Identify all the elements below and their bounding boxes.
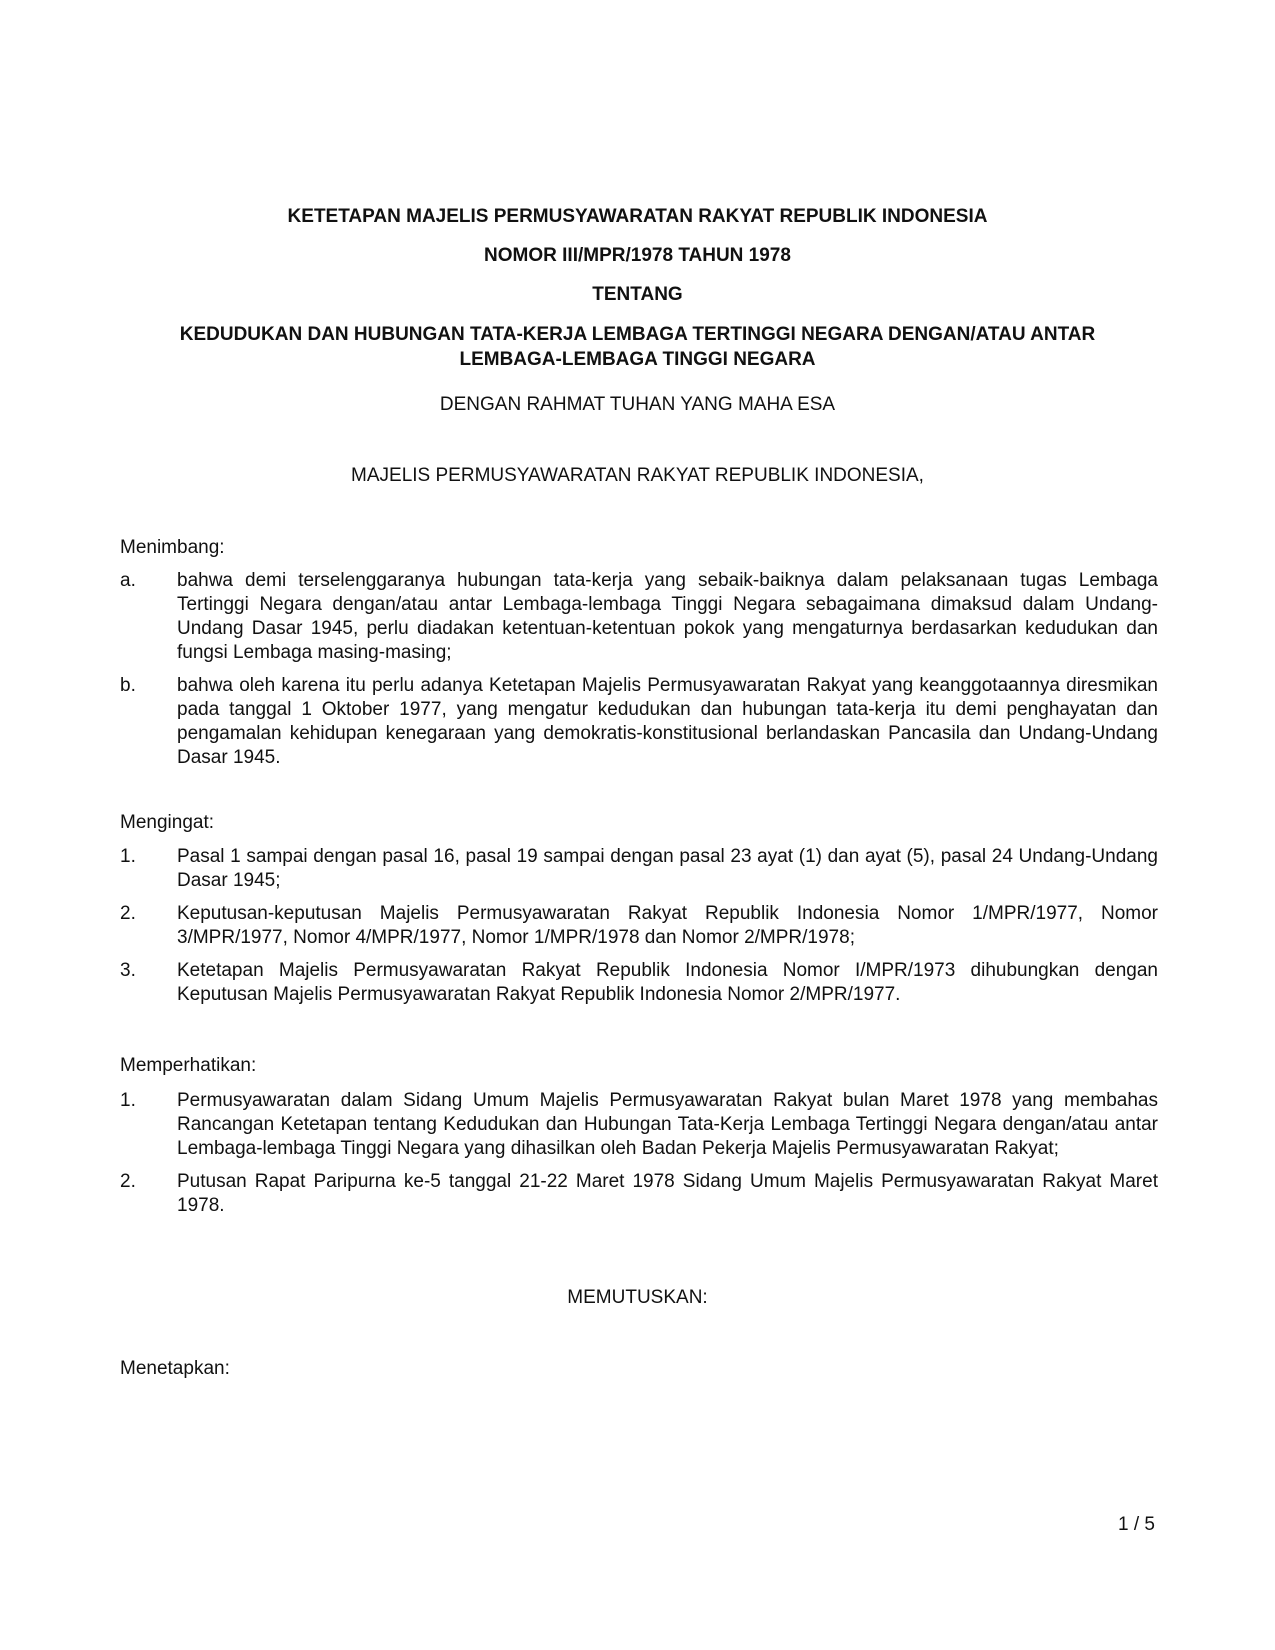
page-number: 1 / 5: [1118, 1514, 1155, 1535]
list-item-text: Putusan Rapat Paripurna ke-5 tanggal 21-22 Maret 1978 Sidang Umum Majelis Permusyawaratan Rakyat Maret 1978.: [177, 1171, 1158, 1216]
list-item-text: Ketetapan Majelis Permusyawaratan Rakyat Republik Indonesia Nomor I/MPR/1973 dihubungkan dengan Keputusan Majelis Permusyawaratan Rakyat Republik Indonesia Nomor 2/MPR/1977.: [177, 960, 1158, 1005]
list-marker: 1.: [120, 1090, 136, 1111]
mengingat-item-1: [120, 845, 1158, 893]
list-marker: b.: [120, 675, 136, 696]
memperhatikan-list: [120, 1089, 1158, 1227]
list-marker: a.: [120, 570, 136, 591]
memutuskan-heading: MEMUTUSKAN:: [567, 1287, 708, 1308]
list-item-text: Permusyawaratan dalam Sidang Umum Majelis Permusyawaratan Rakyat bulan Maret 1978 yang membahas Rancangan Ketetapan tentang Kedudukan dan Hubungan Tata-Kerja Lembaga Tertinggi Negara dengan/atau antar Lembaga-lembaga Tinggi Negara yang dihasilkan oleh Badan Pekerja Majelis Permusyawaratan Rakyat;: [177, 1090, 1158, 1159]
title-subject-line-1: KEDUDUKAN DAN HUBUNGAN TATA-KERJA LEMBAGA TERTINGGI NEGARA DENGAN/ATAU ANTAR: [179, 324, 1096, 345]
list-marker: 3.: [120, 960, 136, 981]
issuer-line: MAJELIS PERMUSYAWARATAN RAKYAT REPUBLIK INDONESIA,: [351, 465, 924, 486]
menimbang-list: [120, 569, 1158, 779]
mengingat-item-2: [120, 902, 1158, 950]
list-marker: 2.: [120, 1171, 136, 1192]
title-subject-line-2: LEMBAGA-LEMBAGA TINGGI NEGARA: [459, 349, 816, 370]
document-title: [120, 205, 1155, 372]
list-item-text: bahwa demi terselenggaranya hubungan tata-kerja yang sebaik-baiknya dalam pelaksanaan tugas Lembaga Tertinggi Negara dengan/atau antar Lembaga-lembaga Tinggi Negara sebagaimana dimaksud dalam Undang-Undang Dasar 1945, perlu diadakan ketentuan-ketentuan pokok yang mengaturnya berdasarkan kedudukan dan fungsi Lembaga masing-masing;: [177, 570, 1158, 663]
title-tentang-line: TENTANG: [592, 284, 683, 305]
title-decree-line: KETETAPAN MAJELIS PERMUSYAWARATAN RAKYAT REPUBLIK INDONESIA: [287, 206, 988, 227]
invocation: DENGAN RAHMAT TUHAN YANG MAHA ESA: [439, 394, 836, 415]
memperhatikan-item-2: [120, 1170, 1158, 1218]
list-item-text: Keputusan-keputusan Majelis Permusyawaratan Rakyat Republik Indonesia Nomor 1/MPR/1977, Nomor 3/MPR/1977, Nomor 4/MPR/1977, Nomor 1/MPR/1978 dan Nomor 2/MPR/1978;: [177, 903, 1158, 948]
menimbang-item-a: [120, 569, 1158, 665]
title-number-line: NOMOR III/MPR/1978 TAHUN 1978: [484, 245, 791, 266]
mengingat-item-3: [120, 959, 1158, 1007]
memperhatikan-item-1: [120, 1089, 1158, 1161]
mengingat-list: [120, 845, 1158, 1016]
menimbang-item-b: [120, 674, 1158, 770]
list-item-text: bahwa oleh karena itu perlu adanya Ketetapan Majelis Permusyawaratan Rakyat yang keanggotaannya diresmikan pada tanggal 1 Oktober 1977, yang mengatur kedudukan dan hubungan tata-kerja itu demi penghayatan dan pengamalan kehidupan kenegaraan yang demokratis-konstitusional berlandaskan Pancasila dan Undang-Undang Dasar 1945.: [177, 675, 1158, 768]
memperhatikan-label: Memperhatikan:: [120, 1055, 257, 1076]
mengingat-label: Mengingat:: [120, 812, 215, 833]
list-item-text: Pasal 1 sampai dengan pasal 16, pasal 19 sampai dengan pasal 23 ayat (1) dan ayat (5), pasal 24 Undang-Undang Dasar 1945;: [177, 846, 1158, 891]
list-marker: 1.: [120, 846, 136, 867]
menimbang-label: Menimbang:: [120, 537, 225, 558]
menetapkan-label: Menetapkan:: [120, 1358, 230, 1379]
list-marker: 2.: [120, 903, 136, 924]
